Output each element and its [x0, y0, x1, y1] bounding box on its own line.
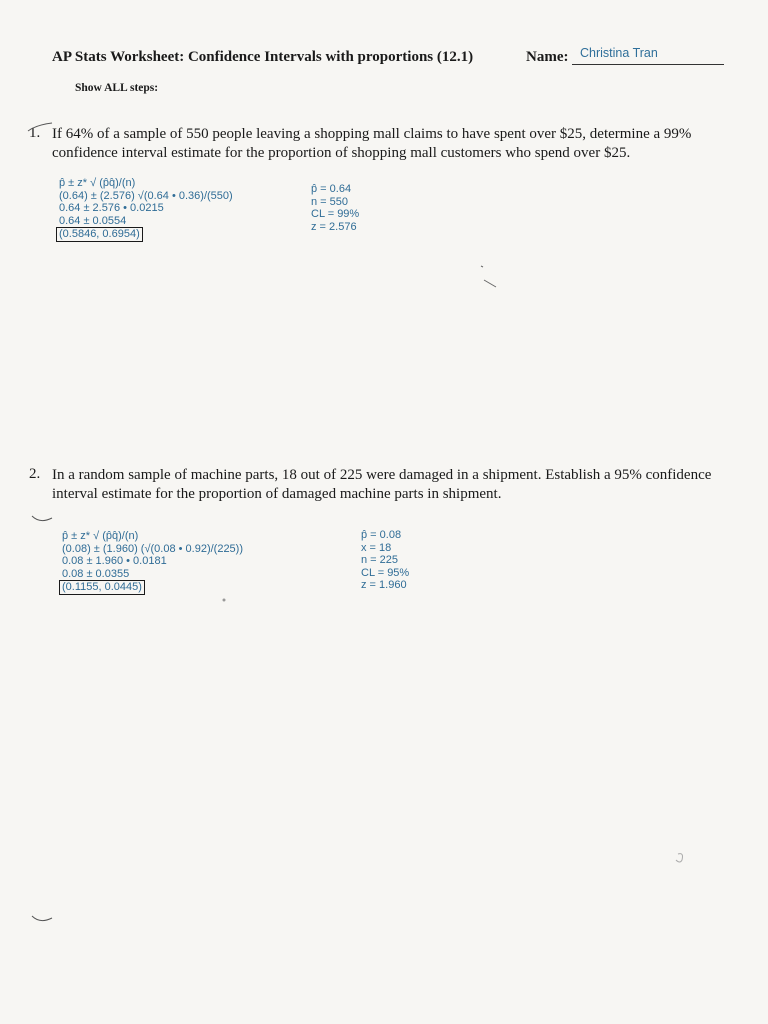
stray-mark-icon [218, 594, 230, 604]
question-1-text: If 64% of a sample of 550 people leaving a shopping mall claims to have spent over $25, determine a 99% confidence interval estimate for the proportion of shopping mall customers who spend over $25. [52, 126, 692, 161]
instructions: Show ALL steps: [75, 82, 159, 94]
name-label: Name: [526, 49, 569, 65]
question-1-work [59, 177, 233, 242]
work-line: 0.64 ± 2.576 • 0.0215 [59, 202, 164, 215]
question-1-number: 1. [29, 125, 41, 141]
given-value: z = 1.960 [361, 579, 407, 592]
given-value: z = 2.576 [311, 220, 357, 233]
given-value: n = 225 [361, 554, 399, 567]
question-2-number: 2. [29, 466, 41, 482]
work-line: 0.08 ± 0.0355 [62, 567, 130, 580]
check-mark-icon [30, 912, 54, 926]
question-1-givens [311, 183, 359, 233]
given-value: p̂ = 0.64 [311, 183, 352, 195]
given-value: p̂ = 0.08 [361, 529, 402, 541]
question-2-work [62, 530, 243, 595]
stray-mark-icon [478, 264, 500, 290]
question-2-text: In a random sample of machine parts, 18 out of 225 were damaged in a shipment. Establish a 95% confidence interval estimate for the proportion of damaged machine parts in shipment. [52, 467, 712, 502]
worksheet-title: AP Stats Worksheet: Confidence Intervals with proportions (12.1) [52, 49, 474, 65]
question-2-givens [361, 529, 409, 592]
check-mark-icon [26, 121, 54, 135]
given-value: x = 18 [361, 541, 392, 554]
given-value: CL = 99% [311, 208, 360, 221]
work-line: (0.08) ± (1.960) (√(0.08 • 0.92)/(225)) [62, 542, 244, 555]
given-value: n = 550 [311, 195, 349, 208]
stray-mark-icon [672, 848, 692, 868]
work-line: (0.64) ± (2.576) √(0.64 • 0.36)/(550) [59, 189, 233, 202]
work-line: p̂ ± z* √ (p̂q̂)/(n) [62, 530, 139, 542]
student-name: Christina Tran [580, 46, 658, 60]
check-mark-icon [30, 512, 54, 526]
answer-box: (0.1155, 0.0445) [59, 580, 145, 595]
work-line: p̂ ± z* √ (p̂q̂)/(n) [59, 177, 136, 189]
answer-box: (0.5846, 0.6954) [56, 227, 143, 242]
work-line: 0.64 ± 0.0554 [59, 214, 127, 227]
work-line: 0.08 ± 1.960 • 0.0181 [62, 555, 167, 568]
name-line [572, 64, 724, 65]
given-value: CL = 95% [361, 566, 410, 579]
